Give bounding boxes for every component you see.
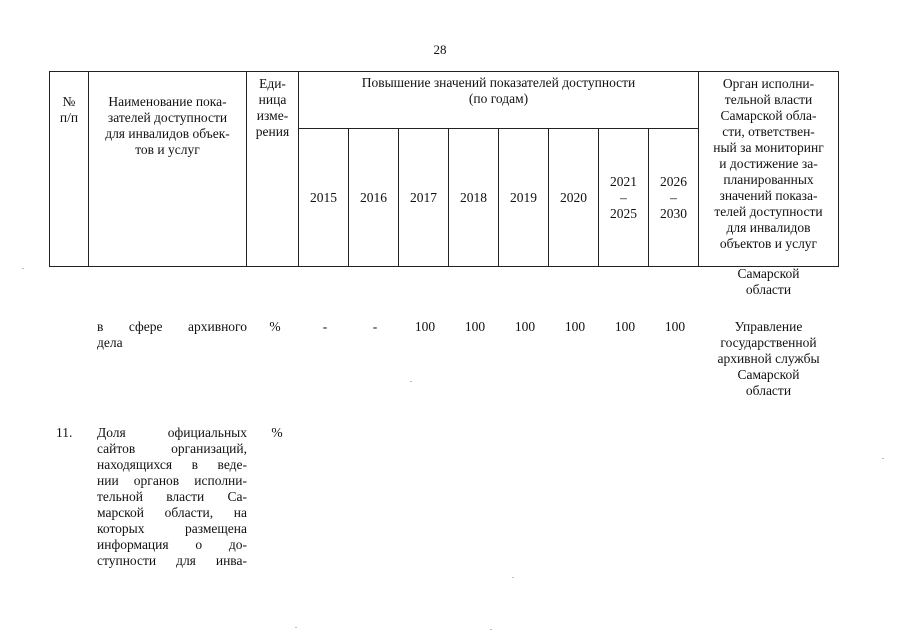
archive-row-org: Управление государственной архивной службы Самарской области — [717, 319, 820, 398]
year-2017: 2017 — [399, 129, 449, 267]
header-org-cell: Орган исполни- тельной власти Самарской обла- сти, ответствен- ный за мониторинг и достижение за- планированных значений показа- телей доступности для инвалидов объектов и услуг — [699, 72, 839, 267]
archive-value-2015: - — [322, 319, 328, 334]
archive-value-2016: - — [372, 319, 378, 334]
header-increase-cell: Повышение значений показателей доступности (по годам) — [299, 72, 699, 129]
year-2026-2030: 2026 – 2030 — [649, 129, 699, 267]
row-11-name: Доля официальных сайтов организаций, находящихся в веде- нии органов исполни- тельной власти Са- марской области, на которых размещена информация о до- ступности для инва- — [97, 425, 247, 568]
archive-value-2017: 100 — [414, 319, 436, 334]
header-unit-cell: Еди- ница изме- рения — [247, 72, 299, 267]
archive-value-2019: 100 — [514, 319, 536, 334]
scan-speck — [512, 577, 514, 578]
year-2020: 2020 — [549, 129, 599, 267]
scan-speck — [295, 627, 297, 628]
year-2019: 2019 — [499, 129, 549, 267]
archive-value-2026-2030: 100 — [664, 319, 686, 334]
scan-speck — [490, 629, 492, 630]
scan-speck — [410, 381, 412, 382]
header-name-cell: Наименование пока- зателей доступности для инвалидов объек- тов и услуг — [89, 72, 247, 267]
archive-row-name: в сфере архивного дела — [97, 319, 247, 350]
year-2016: 2016 — [349, 129, 399, 267]
continued-org-text: Самарской области — [737, 266, 800, 297]
archive-value-2018: 100 — [464, 319, 486, 334]
archive-value-2020: 100 — [564, 319, 586, 334]
scan-speck — [882, 458, 884, 459]
scan-speck — [22, 268, 24, 269]
year-2015: 2015 — [299, 129, 349, 267]
year-2018: 2018 — [449, 129, 499, 267]
year-2021-2025: 2021 – 2025 — [599, 129, 649, 267]
header-number-cell: № п/п — [50, 72, 89, 267]
archive-value-2021-2025: 100 — [614, 319, 636, 334]
header-table — [49, 71, 839, 267]
archive-row-unit: % — [269, 319, 281, 334]
page-number: 28 — [433, 42, 447, 57]
row-11-number: 11. — [56, 425, 73, 440]
row-11-unit: % — [271, 425, 283, 440]
